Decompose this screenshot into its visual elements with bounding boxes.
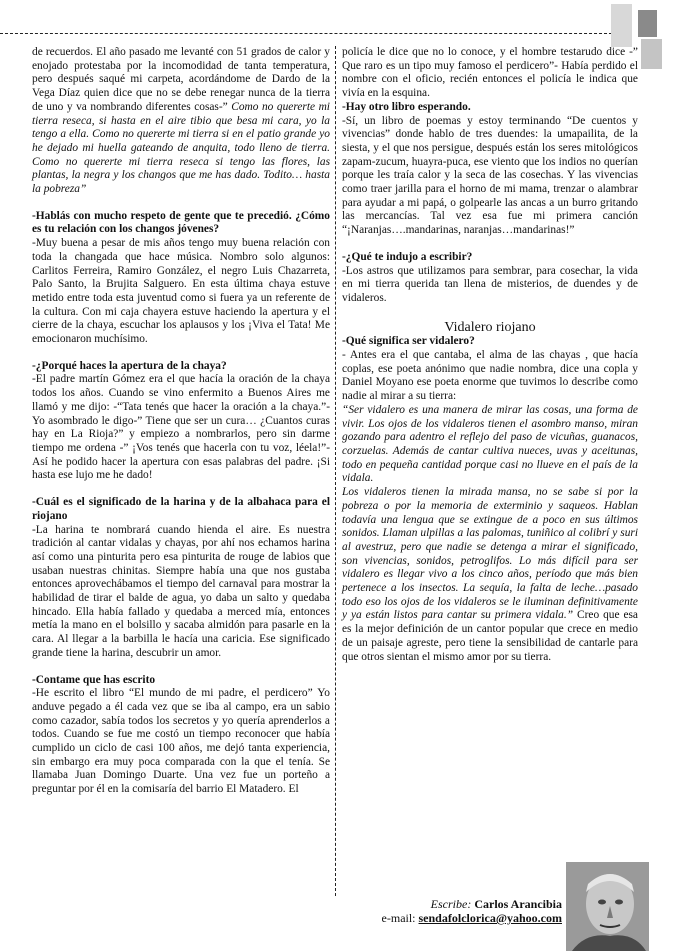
corner-block-tall xyxy=(611,4,632,47)
column-divider xyxy=(335,46,336,896)
corner-block-dark xyxy=(638,10,657,37)
author-photo-icon xyxy=(566,862,649,951)
question: -Qué significa ser vidalero? xyxy=(342,335,475,348)
answer: - Antes era el que cantaba, el alma de las chayas , que hacía coplas, ese poeta anónimo que nadie nombra, dice una copla y Daniel Moyano ese poeta enorme que tuvimos lo describe como nadie al mirar a su tierra: xyxy=(342,349,638,403)
email-link[interactable]: sendafolclorica@yahoo.com xyxy=(418,911,562,925)
author-credit xyxy=(330,897,562,925)
question: -Cuál es el significado de la harina y de la albahaca para el riojano xyxy=(32,496,330,522)
question: -¿Qué te indujo a escribir? xyxy=(342,250,473,263)
answer: -Muy buena a pesar de mis años tengo muy buena relación con toda la changada que hace música. Nombro solo algunos: Carlitos Ferreira, Ramiro González, el negro Luis Chazarreta, Palo Santo, la Brujita Salguero. En esta última chaya estuve metido entre toda esta juventud como si fuera ya un referente de la cultura. Con mi caja chayera estuve haciendo la apertura y el cierre de la chaya, escuchar los aplausos y los ¡Viva el Tata! Me emocionaron muchísimo. xyxy=(32,237,330,346)
question: -Hay otro libro esperando. xyxy=(342,100,471,113)
quote-italic: Los vidaleros tienen la mirada mansa, no se sabe si por la pobreza o por la memoria de exterminio y saqueos. Hablan todavía una lengua que se extingue de a poco en sus últimos sonidos. Llaman ulpillas a las palomas, tuniñico al colibrí y suri al avestruz, pero que nadie se detenga a mirar el significado, son vivencias, sonidos, petroglifos. Lo más difícil para ser vidalero es llegar vivo a los cinco años, período que más bien pertenece a los insectos. La sequía, la falta de leche…pasado todo eso los ojos de los vidaleros se le iluminan definitivamente y ya están listos para cantar su primera vidala.” Creo que esa es la mejor definición de un cantor popular que crece en medio de un paisaje agreste, pero tiene la sensibilidad de cantarle para que otros sientan el mismo amor por su tierra. xyxy=(342,486,638,663)
corner-block-light xyxy=(641,39,662,69)
paragraph: de recuerdos. El año pasado me levanté con 51 grados de calor y enojado protestaba por la incomodidad de tanta temperatura, pero después saqué mi carpeta, acordándome de Dardo de la Vega Díaz quien dice que no se debe renegar nunca de la tierra de uno y va nombrando diferentes cosas-” Como no quererte mi tierra reseca, si hasta en el aire tibio que besa mi cara, yo la tengo a ella. Como no quererte mi tierra si en el patio grande yo he dejado mi huella gateando de anquita, todo lleno de tierra. Como no quererte mi tierra reseca si tengo las flores, las plantas, la negra y los changos que me has dado. Todito… hasta la pobreza” xyxy=(32,46,330,196)
paragraph: policía le dice que no lo conoce, y el hombre testarudo dice -” Que raro es un tipo muy famoso el perdicero”- Había perdido el nombre con el oficio, recién entonces el policía le indica que vivía en la esquina. xyxy=(342,46,638,100)
answer: -Los astros que utilizamos para sembrar, para cosechar, la vida en mi tierra querida tan llena de misterios, de duendes y de vidaleros. xyxy=(342,264,638,304)
answer: -Sí, un libro de poemas y estoy terminando “De cuentos y vivencias” donde hablo de tres duendes: la umapailita, de la siesta, y el que nos persigue, después están los seres mitológicos zapam-zucum, huayra-puca, ese viento que los indios no querían porque les traía calor y la seca de las cosechas. Y las vivencias como traer jarilla para el horno de mi mama, trenzar o alambrar para ayudar a mi papá, o golpearle las ancas a un burro gritando las mercancías. Tal vez esa fue mi primera canción “¡Naranjas….mandarinas, naranjas…mandarinas!” xyxy=(342,114,638,237)
question: -Hablás con mucho respeto de gente que te precedió. ¿Cómo es tu relación con los changos jóvenes? xyxy=(32,209,330,236)
question: -Contame que has escrito xyxy=(32,673,156,686)
section-heading: Vidalero riojano xyxy=(444,319,536,335)
author-name: Carlos Arancibia xyxy=(474,897,562,911)
quote-italic: Como no quererte mi tierra reseca, si hasta en el aire tibio que besa mi cara, yo la tengo a ella. Como no quererte mi tierra si en el patio grande yo he dejado mi huella gateando de anquita, todo lleno de tierra. Como no quererte mi tierra reseca si tengo las flores, las plantas, la negra y los changos que me has dado. Todito… hasta la pobreza” xyxy=(32,100,330,196)
quote-italic: “Ser vidalero es una manera de mirar las cosas, una forma de vivir. Los ojos de los vidaleros tienen el asombro manso, miran gozando para adentro el reflejo del paso de vicuñas, guanacos, corzuelas. Además de cantar cultiva nueces, uvas y aceitunas, todo en pequeña cantidad porque casi no llueve en el país de la vidala. xyxy=(342,403,638,485)
question: -¿Porqué haces la apertura de la chaya? xyxy=(32,359,227,372)
escribe-label: Escribe: xyxy=(430,897,472,911)
answer: -He escrito el libro “El mundo de mi padre, el perdicero” Yo anduve pegado a él cada vez que se iba al campo, era un sabio como cazador, sabía todos los secretos y yo quería aprenderlos a todos. Cuando se fue me costó un tiempo reconocer que había cumplido un ciclo de casi 100 años, me dejó tanta experiencia, sin embargo era muy poca comparada con la que el tenía. Se llamaba Juan Domingo Duarte. Una vez fue un porteño a preguntar por él en la comisaría del barrio El Matadero. El xyxy=(32,687,330,796)
left-column xyxy=(32,46,330,797)
answer: -La harina te nombrará cuando hienda el aire. Es nuestra tradición al cantar vidalas y chayas, por ahí nos echamos harina así como una pinturita pero esa pinturita de rouge de labios que usaban nuestras chinitas. Siempre había una que nos gustaba entonces aprovechábamos el tiempo del carnaval para mostrar la habilidad de tirar el balde de agua, yo daba un salto y quedaba hincado. Ella había fallado y quedaba a merced mía, entonces metía la mano en el bolsillo y sacaba almidón para pasarle en la cara. Al llegar a la barbilla le hacía una caricia. Ese significado grande tiene la harina, descubrir un amor. xyxy=(32,523,330,659)
email-label: e-mail: xyxy=(381,911,416,925)
top-dashed-rule xyxy=(0,33,612,34)
answer: -El padre martín Gómez era el que hacía la oración de la chaya todos los años. Cuando se vino enfermito a Buenos Aires me llamó y me dijo: -“Tata tenés que hacer la oración a la chaya.”- Yo asombrado le digo-” Tiene que ser un cura… ¿Cuantos curas hay en La Rioja?” y empiezo a nombrarlos, pero sin darme tiempo me ordena -” ¡Vos tenés que hacerla con tu voz, léela!”-Así he podido hacer la apertura con esas palabras del padre. ¡Si hasta ese lujo me he dado! xyxy=(32,373,330,482)
right-column xyxy=(342,46,638,664)
author-photo xyxy=(566,862,649,951)
